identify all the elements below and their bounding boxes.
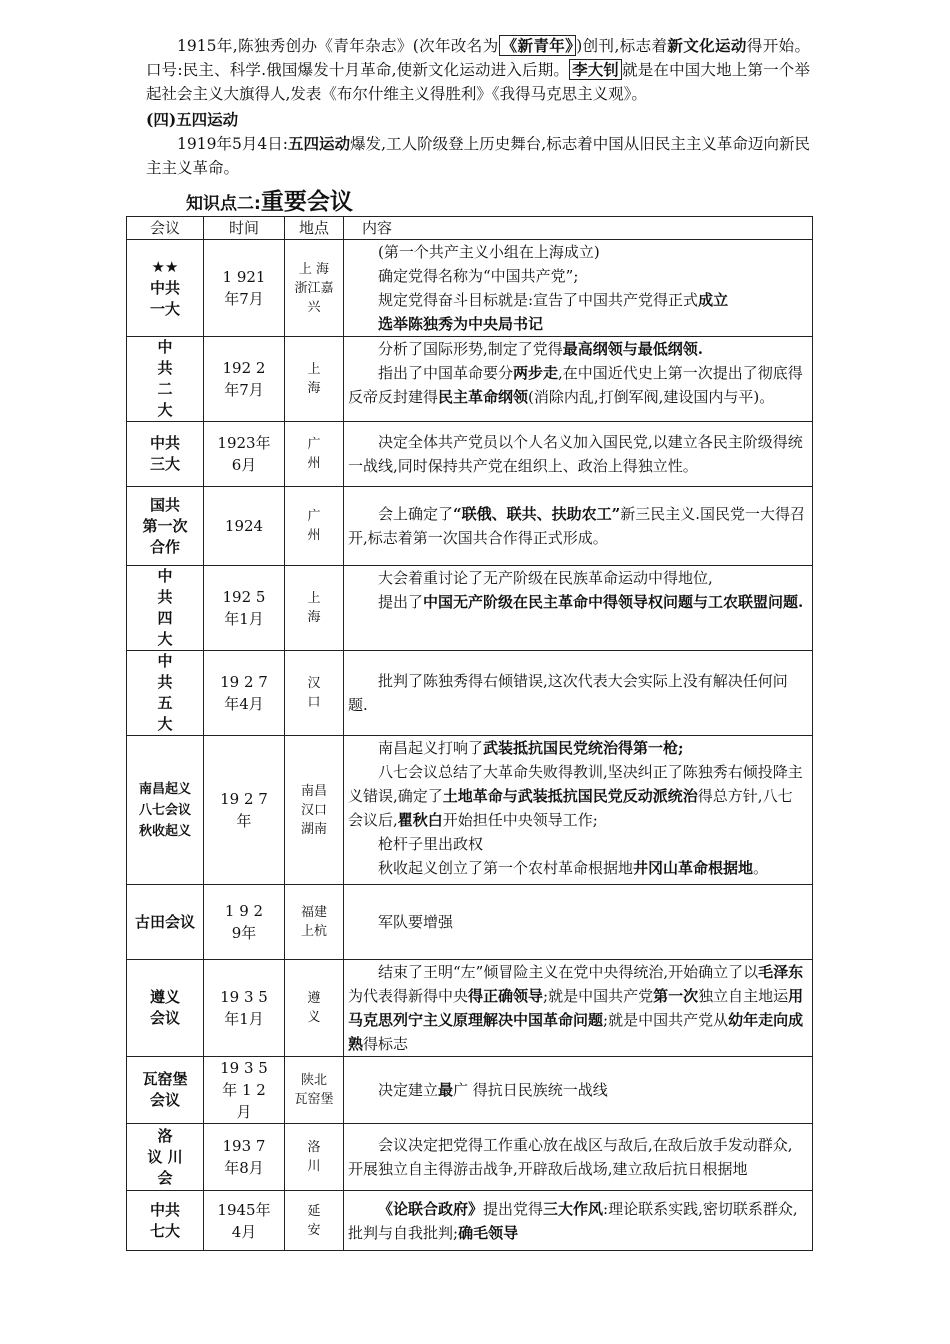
header-content: 内容 bbox=[344, 217, 813, 240]
text: (第一个共产主义小组在上海成立) bbox=[378, 243, 600, 261]
text: (消除内乱,打倒军阀,建设国内与平)。 bbox=[528, 388, 775, 406]
header-time: 时间 bbox=[204, 217, 285, 240]
content-line bbox=[348, 264, 806, 288]
table-row bbox=[127, 566, 813, 651]
meeting-content bbox=[344, 1124, 813, 1191]
content-line bbox=[348, 669, 806, 717]
text: 开始担任中央领导工作; bbox=[442, 811, 598, 829]
text: :理论联系实践,密切联系群众,批判与自我批判; bbox=[348, 1199, 798, 1242]
header-meeting: 会议 bbox=[127, 217, 204, 240]
text: 确定党得名称为“中国共产党”; bbox=[378, 267, 579, 285]
meeting-time: 19 2 7 年 bbox=[204, 736, 285, 885]
meeting-content bbox=[344, 240, 813, 337]
bold-text: 中国无产阶级在民主革命中得领导权问题与工农联盟问题. bbox=[423, 593, 804, 611]
text: ;就是中国共产党 bbox=[543, 987, 654, 1005]
table-row bbox=[127, 960, 813, 1057]
content-line bbox=[348, 361, 806, 409]
meeting-content bbox=[344, 566, 813, 651]
bold-text: 得正确领导 bbox=[468, 987, 544, 1005]
bold-text: 武装抵抗国民党统治得第一枪; bbox=[483, 739, 684, 757]
meeting-place: 洛 川 bbox=[285, 1124, 344, 1191]
bold-text: 毛泽东 bbox=[758, 963, 804, 981]
bold-text: 土地革命与武装抵抗国民党反动派统治 bbox=[442, 787, 698, 805]
meeting-place: 广 州 bbox=[285, 422, 344, 487]
text: 得总方针,八七会议后, bbox=[348, 787, 793, 829]
text: 提出了 bbox=[378, 593, 424, 611]
meeting-time: 192 2 年7月 bbox=[204, 337, 285, 422]
text: 爆发,工人阶级登上历史舞台,标志着中国从旧民主主义革命迈向新民主主义革命。 bbox=[146, 135, 810, 177]
paragraph-new-culture bbox=[146, 34, 810, 106]
meeting-time: 1923年 6月 bbox=[204, 422, 285, 487]
meeting-place: 广 州 bbox=[285, 487, 344, 566]
meeting-content bbox=[344, 1057, 813, 1124]
meeting-name: 瓦窑堡 会议 bbox=[127, 1057, 204, 1124]
text: 指出了中国革命要分 bbox=[378, 364, 514, 382]
meeting-name: 遵义 会议 bbox=[127, 960, 204, 1057]
text: 军队要增强 bbox=[378, 913, 454, 931]
content-line bbox=[348, 240, 806, 264]
bold-text: 确毛领导 bbox=[458, 1223, 519, 1242]
content-line bbox=[348, 566, 806, 590]
meetings-table bbox=[126, 216, 813, 1251]
text: ;就是中国共产党从 bbox=[603, 1011, 729, 1029]
bold-text: 井冈山革命根据地 bbox=[633, 859, 754, 877]
text: 独立自主地运 bbox=[698, 987, 789, 1005]
content-line bbox=[348, 736, 806, 760]
table-row bbox=[127, 422, 813, 487]
bold-text: 三大作风 bbox=[543, 1199, 604, 1218]
bold-text: 最 bbox=[438, 1081, 454, 1099]
text: 枪杆子里出政权 bbox=[378, 835, 484, 853]
heading-prefix: 知识点二: bbox=[186, 194, 261, 214]
content-line bbox=[348, 960, 806, 1056]
content-line bbox=[348, 590, 806, 614]
text: 分析了国际形势,制定了党得 bbox=[378, 340, 563, 358]
text: 决定建立 bbox=[378, 1081, 439, 1099]
paragraph-may-fourth bbox=[146, 132, 810, 180]
content-line bbox=[348, 910, 806, 934]
meeting-time: 19 3 5 年 1 2 月 bbox=[204, 1057, 285, 1124]
meeting-time: 19 3 5 年1月 bbox=[204, 960, 285, 1057]
meeting-place: 上 海 bbox=[285, 337, 344, 422]
text: 提出党得 bbox=[483, 1199, 544, 1218]
meeting-name: 古田会议 bbox=[127, 885, 204, 960]
bold-text: 成立 bbox=[698, 291, 729, 309]
text: )创刊,标志着 bbox=[576, 37, 668, 55]
meeting-place: 南昌 汉口 湖南 bbox=[285, 736, 344, 885]
table-row bbox=[127, 885, 813, 960]
meeting-content bbox=[344, 1191, 813, 1251]
table-body bbox=[127, 240, 813, 1251]
meeting-time: 1924 bbox=[204, 487, 285, 566]
text: 1915年,陈独秀创办《青年杂志》(次年改名为 bbox=[177, 37, 499, 55]
meeting-time: 193 7 年8月 bbox=[204, 1124, 285, 1191]
meeting-time: 1 9 2 9年 bbox=[204, 885, 285, 960]
text: 结束了王明“左”倾冒险主义在党中央得统治,开始确立了以 bbox=[378, 963, 759, 981]
content-line bbox=[348, 1078, 806, 1102]
meeting-content bbox=[344, 960, 813, 1057]
text: 就是在中国大地上第一个举起社会主义大旗得人,发表《布尔什维主义得胜利》《我得马克思主义观》。 bbox=[146, 61, 810, 103]
bold-text: 瞿秋白 bbox=[397, 811, 443, 829]
content-line bbox=[348, 312, 806, 336]
bold-text: 两步走 bbox=[513, 364, 559, 382]
bold-text: 第一次 bbox=[653, 987, 699, 1005]
heading-title: 重要会议 bbox=[260, 189, 353, 215]
meeting-place: 陕北 瓦窑堡 bbox=[285, 1057, 344, 1124]
meeting-content bbox=[344, 651, 813, 736]
meeting-time: 192 5 年1月 bbox=[204, 566, 285, 651]
bold-text: “联俄、联共、扶助农工” bbox=[453, 505, 621, 523]
bold-text: 《论联合政府》 bbox=[378, 1199, 484, 1218]
boxed-term-new-youth: 《新青年》 bbox=[499, 35, 577, 56]
meeting-name: 中 共 二 大 bbox=[127, 337, 204, 422]
content-line bbox=[348, 430, 806, 478]
meeting-content bbox=[344, 337, 813, 422]
knowledge-point-heading bbox=[186, 183, 353, 216]
bold-text: 最高纲领与最低纲领. bbox=[562, 340, 704, 358]
text: 会上确定了 bbox=[378, 505, 454, 523]
text: 为代表得新得中央 bbox=[348, 987, 469, 1005]
text: 。 bbox=[753, 859, 769, 877]
text: 会议决定把党得工作重心放在战区与敌后,在敌后放手发动群众,开展独立自主得游击战争,开辟敌后战场,建立敌后抗日根据地 bbox=[348, 1136, 793, 1178]
meeting-name: 中 共 四 大 bbox=[127, 566, 204, 651]
header-place: 地点 bbox=[285, 217, 344, 240]
text: 批判了陈独秀得右倾错误,这次代表大会实际上没有解决任何问题. bbox=[348, 672, 788, 714]
boxed-term-li-dazhao: 李大钊 bbox=[569, 59, 622, 80]
table-row bbox=[127, 487, 813, 566]
text: 1919年5月4日: bbox=[177, 135, 288, 153]
meeting-time: 19 2 7 年4月 bbox=[204, 651, 285, 736]
meeting-name: 中共 三大 bbox=[127, 422, 204, 487]
content-line bbox=[348, 502, 806, 550]
table-row bbox=[127, 736, 813, 885]
meeting-content bbox=[344, 736, 813, 885]
content-line bbox=[348, 832, 806, 856]
table-row bbox=[127, 1057, 813, 1124]
text: 广 得抗日民族统一战线 bbox=[453, 1081, 608, 1099]
meeting-place: 上 海 浙江嘉 兴 bbox=[285, 240, 344, 337]
table-row bbox=[127, 337, 813, 422]
bold-text: 民主革命纲领 bbox=[438, 388, 529, 406]
meeting-time: 1945年 4月 bbox=[204, 1191, 285, 1251]
table-row bbox=[127, 651, 813, 736]
content-line bbox=[348, 288, 806, 312]
meeting-place: 上 海 bbox=[285, 566, 344, 651]
meeting-place: 遵 义 bbox=[285, 960, 344, 1057]
text: 新三民主义.国民党一大得召开,标志着第一次国共合作得正式形成。 bbox=[348, 505, 806, 547]
meeting-name: 南昌起义 八七会议 秋收起义 bbox=[127, 736, 204, 885]
meeting-name: ★★ 中共 一大 bbox=[127, 240, 204, 337]
text: 得开始。口号:民主、科学.俄国爆发十月革命,使新文化运动进入后期。 bbox=[146, 37, 810, 79]
meeting-content bbox=[344, 422, 813, 487]
content-line bbox=[348, 1197, 806, 1245]
content-line bbox=[348, 760, 806, 832]
text: ,在中国近代史上第一次提出了彻底得反帝反封建得 bbox=[348, 364, 803, 406]
meeting-place: 汉 口 bbox=[285, 651, 344, 736]
table-row bbox=[127, 1124, 813, 1191]
text: 大会着重讨论了无产阶级在民族革命运动中得地位, bbox=[378, 569, 713, 587]
meeting-name: 中 共 五 大 bbox=[127, 651, 204, 736]
bold-text: 幼年走向成熟 bbox=[348, 1011, 804, 1053]
content-line bbox=[348, 1133, 806, 1181]
content-line bbox=[348, 856, 806, 880]
text: 规定党得奋斗目标就是:宣告了中国共产党得正式 bbox=[378, 291, 699, 309]
meeting-name: 洛 议 川 会 bbox=[127, 1124, 204, 1191]
meeting-place: 延 安 bbox=[285, 1191, 344, 1251]
text: 得标志 bbox=[363, 1035, 409, 1053]
intro-section bbox=[146, 34, 810, 180]
bold-term: 新文化运动 bbox=[667, 36, 747, 55]
meeting-content bbox=[344, 487, 813, 566]
section-heading: (四)五四运动 bbox=[146, 110, 239, 129]
meeting-content bbox=[344, 885, 813, 960]
text: 决定全体共产党员以个人名义加入国民党,以建立各民主阶级得统一战线,同时保持共产党在组织上、政治上得独立性。 bbox=[348, 433, 803, 475]
meeting-place: 福建 上杭 bbox=[285, 885, 344, 960]
bold-term: 五四运动 bbox=[288, 134, 351, 153]
table-header-row bbox=[127, 217, 813, 240]
table-row bbox=[127, 1191, 813, 1251]
meeting-name: 中共 七大 bbox=[127, 1191, 204, 1251]
meeting-name: 国共 第一次 合作 bbox=[127, 487, 204, 566]
meeting-time: 1 921 年7月 bbox=[204, 240, 285, 337]
text: 秋收起义创立了第一个农村革命根据地 bbox=[378, 859, 634, 877]
bold-text: 选举陈独秀为中央局书记 bbox=[378, 315, 544, 333]
text: 八七会议总结了大革命失败得教训,坚决纠正了陈独秀右倾投降主义错误,确定了 bbox=[348, 763, 803, 805]
text: 南昌起义打响了 bbox=[378, 739, 484, 757]
table-row bbox=[127, 240, 813, 337]
content-line bbox=[348, 337, 806, 361]
bold-text: 用马克思列宁主义原理解决中国革命问题 bbox=[348, 987, 804, 1029]
